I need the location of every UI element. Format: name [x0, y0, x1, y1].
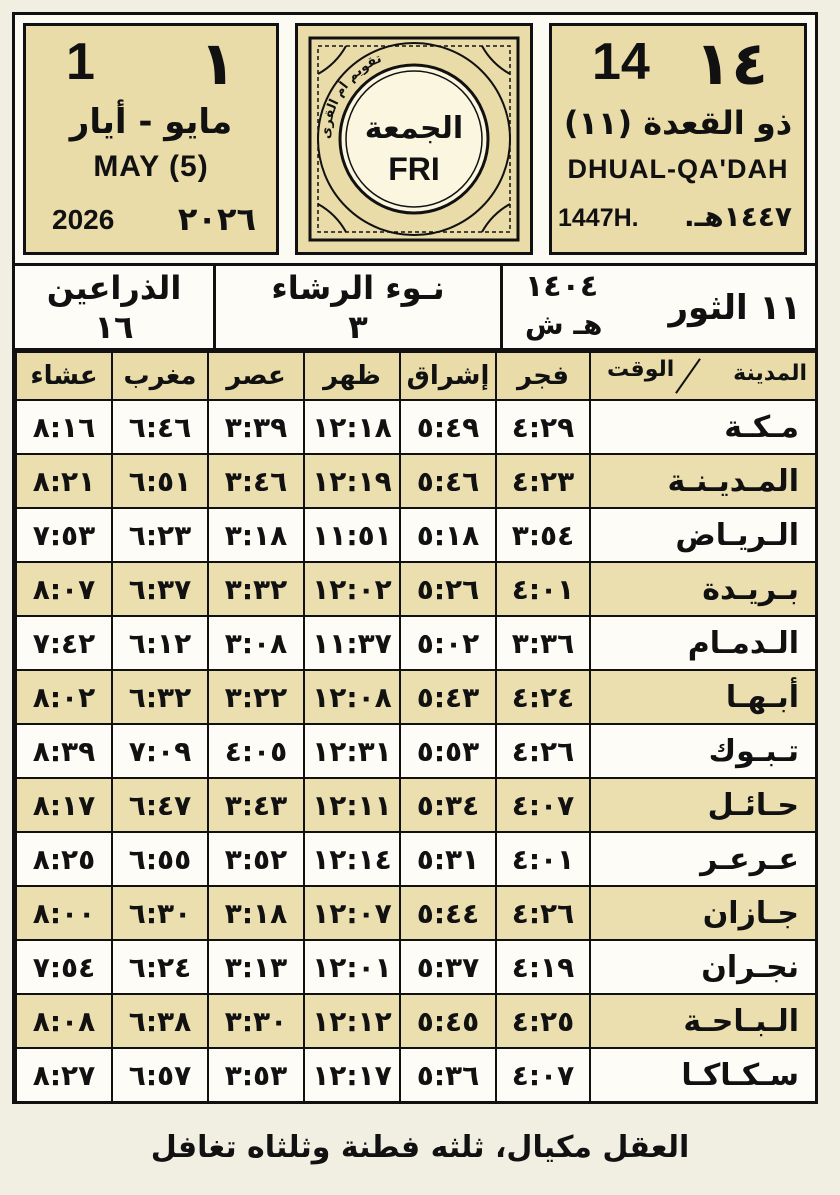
prayer-times-table	[15, 351, 817, 1103]
fajr-time-cell: ٤:٢٦	[496, 886, 590, 940]
shuruq-time-cell: ٥:٣٧	[400, 940, 496, 994]
city-name-cell: جـازان	[590, 886, 816, 940]
fajr-time-cell: ٣:٥٤	[496, 508, 590, 562]
maghrib-time-cell: ٦:٣٨	[112, 994, 208, 1048]
shuruq-time-cell: ٥:٤٣	[400, 670, 496, 724]
shuruq-time-cell: ٥:١٨	[400, 508, 496, 562]
shuruq-time-cell: ٥:٤٤	[400, 886, 496, 940]
isha-time-cell: ٨:٢٥	[16, 832, 112, 886]
calendar-page	[12, 12, 818, 1104]
dhuhr-time-cell: ١٢:٠٨	[304, 670, 400, 724]
hijri-day-latin: 14	[592, 33, 650, 91]
table-row	[16, 670, 816, 724]
shuruq-time-cell: ٥:٥٣	[400, 724, 496, 778]
shuruq-time-cell: ٥:٣٦	[400, 1048, 496, 1102]
table-row	[16, 454, 816, 508]
header-shuruq: إشراق	[400, 352, 496, 400]
table-row	[16, 1048, 816, 1102]
header-fajr: فجر	[496, 352, 590, 400]
shuruq-time-cell: ٥:٤٩	[400, 400, 496, 454]
maghrib-time-cell: ٧:٠٩	[112, 724, 208, 778]
gregorian-date-panel	[23, 23, 279, 255]
dhuhr-time-cell: ١١:٣٧	[304, 616, 400, 670]
isha-time-cell: ٧:٥٤	[16, 940, 112, 994]
fajr-time-cell: ٤:٠١	[496, 562, 590, 616]
city-name-cell: بـريـدة	[590, 562, 816, 616]
header-divider	[675, 358, 701, 394]
maghrib-time-cell: ٦:٤٦	[112, 400, 208, 454]
table-row	[16, 940, 816, 994]
isha-time-cell: ٨:٠٢	[16, 670, 112, 724]
city-name-cell: أبـهـا	[590, 670, 816, 724]
header-city-time	[590, 352, 816, 400]
hijri-year-latin: 1447H.	[558, 204, 639, 232]
shuruq-time-cell: ٥:٢٦	[400, 562, 496, 616]
solar-hijri-label: هـ ش	[525, 308, 603, 341]
zodiac-day: ١١ الثور	[668, 288, 801, 328]
naw-day: ٣	[348, 308, 368, 346]
isha-time-cell: ٨:٢١	[16, 454, 112, 508]
table-row	[16, 616, 816, 670]
gregorian-day-arabic: ١	[199, 29, 236, 99]
isha-time-cell: ٨:٢٧	[16, 1048, 112, 1102]
header-isha: عشاء	[16, 352, 112, 400]
gregorian-month-english: MAY (5)	[93, 150, 209, 183]
asr-time-cell: ٣:٣٩	[208, 400, 304, 454]
table-row	[16, 832, 816, 886]
city-name-cell: تـبـوك	[590, 724, 816, 778]
asr-time-cell: ٤:٠٥	[208, 724, 304, 778]
table-row	[16, 886, 816, 940]
maghrib-time-cell: ٦:٥٧	[112, 1048, 208, 1102]
header-panels	[23, 23, 807, 255]
city-name-cell: مـكـة	[590, 400, 816, 454]
isha-time-cell: ٨:١٧	[16, 778, 112, 832]
shuruq-time-cell: ٥:٣١	[400, 832, 496, 886]
dhuhr-time-cell: ١٢:٠٧	[304, 886, 400, 940]
maghrib-time-cell: ٦:٥٥	[112, 832, 208, 886]
asr-time-cell: ٣:٣٢	[208, 562, 304, 616]
solar-hijri-year: ١٤٠٤	[525, 269, 599, 304]
fajr-time-cell: ٤:١٩	[496, 940, 590, 994]
maghrib-time-cell: ٦:٣٢	[112, 670, 208, 724]
gregorian-year-latin: 2026	[52, 204, 115, 235]
header-time: الوقت	[607, 357, 675, 382]
asr-time-cell: ٣:٤٦	[208, 454, 304, 508]
fajr-time-cell: ٤:٠٧	[496, 1048, 590, 1102]
maghrib-time-cell: ٦:٣٧	[112, 562, 208, 616]
table-row	[16, 724, 816, 778]
hijri-day-arabic: ١٤	[694, 29, 768, 99]
city-name-cell: نجـران	[590, 940, 816, 994]
maghrib-time-cell: ٦:٥١	[112, 454, 208, 508]
isha-time-cell: ٧:٥٣	[16, 508, 112, 562]
dhuhr-time-cell: ١٢:١٨	[304, 400, 400, 454]
table-row	[16, 562, 816, 616]
table-row	[16, 778, 816, 832]
asr-time-cell: ٣:٥٢	[208, 832, 304, 886]
gregorian-day-latin: 1	[66, 33, 95, 91]
maghrib-time-cell: ٦:١٢	[112, 616, 208, 670]
dhuhr-time-cell: ١٢:٠٢	[304, 562, 400, 616]
city-name-cell: سـكـاكـا	[590, 1048, 816, 1102]
hijri-year-arabic: ١٤٤٧هـ.	[684, 200, 792, 233]
season-info-row	[15, 263, 815, 351]
isha-time-cell: ٨:٠٠	[16, 886, 112, 940]
asr-time-cell: ٣:١٨	[208, 508, 304, 562]
city-name-cell: الـريـاض	[590, 508, 816, 562]
fajr-time-cell: ٤:٠١	[496, 832, 590, 886]
dhuhr-time-cell: ١٢:٣١	[304, 724, 400, 778]
asr-time-cell: ٣:١٣	[208, 940, 304, 994]
dhuhr-time-cell: ١٢:١٧	[304, 1048, 400, 1102]
header-dhuhr: ظهر	[304, 352, 400, 400]
asr-time-cell: ٣:٣٠	[208, 994, 304, 1048]
table-row	[16, 508, 816, 562]
gregorian-year-arabic: ٢٠٢٦	[177, 200, 256, 238]
city-name-cell: المـديـنـة	[590, 454, 816, 508]
maghrib-time-cell: ٦:٢٣	[112, 508, 208, 562]
isha-time-cell: ٧:٤٢	[16, 616, 112, 670]
asr-time-cell: ٣:٥٣	[208, 1048, 304, 1102]
gregorian-month-arabic: مايو - أيار	[69, 102, 233, 142]
naw-name: نـوء الرشاء	[271, 269, 445, 307]
city-name-cell: الـبـاحـة	[590, 994, 816, 1048]
table-row	[16, 994, 816, 1048]
maghrib-time-cell: ٦:٣٠	[112, 886, 208, 940]
shuruq-time-cell: ٥:٣٤	[400, 778, 496, 832]
shuruq-time-cell: ٥:٤٦	[400, 454, 496, 508]
fajr-time-cell: ٤:٠٧	[496, 778, 590, 832]
seal-emblem-icon	[306, 34, 522, 244]
header-maghrib: مغرب	[112, 352, 208, 400]
zodiac-cell	[500, 266, 815, 348]
dhuhr-time-cell: ١٢:١٩	[304, 454, 400, 508]
star-mansion-day: ١٦	[94, 308, 134, 346]
isha-time-cell: ٨:٣٩	[16, 724, 112, 778]
header-asr: عصر	[208, 352, 304, 400]
asr-time-cell: ٣:٢٢	[208, 670, 304, 724]
asr-time-cell: ٣:١٨	[208, 886, 304, 940]
dhuhr-time-cell: ١٢:١١	[304, 778, 400, 832]
asr-time-cell: ٣:٤٣	[208, 778, 304, 832]
city-name-cell: عـرعـر	[590, 832, 816, 886]
dhuhr-time-cell: ١٢:١٤	[304, 832, 400, 886]
hijri-month-arabic: ذو القعدة (١١)	[563, 104, 793, 142]
hijri-month-english: DHUAL-QA'DAH	[567, 154, 789, 184]
fajr-time-cell: ٤:٢٤	[496, 670, 590, 724]
shuruq-time-cell: ٥:٠٢	[400, 616, 496, 670]
table-row	[16, 400, 816, 454]
weekday-seal-panel	[295, 23, 533, 255]
asr-time-cell: ٣:٠٨	[208, 616, 304, 670]
weekday-arabic: الجمعة	[364, 111, 464, 146]
header-city: المدينة	[733, 361, 807, 386]
city-name-cell: الـدمـام	[590, 616, 816, 670]
hijri-date-panel	[549, 23, 807, 255]
dhuhr-time-cell: ١٢:٠١	[304, 940, 400, 994]
naw-cell	[213, 266, 500, 348]
isha-time-cell: ٨:٠٨	[16, 994, 112, 1048]
isha-time-cell: ٨:٠٧	[16, 562, 112, 616]
proverb-text: العقل مكيال، ثلثه فطنة وثلثاه تغافل	[150, 1130, 690, 1165]
fajr-time-cell: ٤:٢٣	[496, 454, 590, 508]
shuruq-time-cell: ٥:٤٥	[400, 994, 496, 1048]
fajr-time-cell: ٤:٢٦	[496, 724, 590, 778]
fajr-time-cell: ٣:٣٦	[496, 616, 590, 670]
weekday-english: FRI	[388, 151, 440, 187]
city-name-cell: حـائـل	[590, 778, 816, 832]
dhuhr-time-cell: ١١:٥١	[304, 508, 400, 562]
star-mansion-cell	[15, 266, 213, 348]
prayer-times-body	[16, 400, 816, 1102]
maghrib-time-cell: ٦:٢٤	[112, 940, 208, 994]
isha-time-cell: ٨:١٦	[16, 400, 112, 454]
star-mansion-name: الذراعين	[46, 269, 182, 307]
seal-ring-text: تقويم أم القرى	[318, 51, 384, 140]
maghrib-time-cell: ٦:٤٧	[112, 778, 208, 832]
fajr-time-cell: ٤:٢٩	[496, 400, 590, 454]
dhuhr-time-cell: ١٢:١٢	[304, 994, 400, 1048]
fajr-time-cell: ٤:٢٥	[496, 994, 590, 1048]
table-header-row	[16, 352, 816, 400]
